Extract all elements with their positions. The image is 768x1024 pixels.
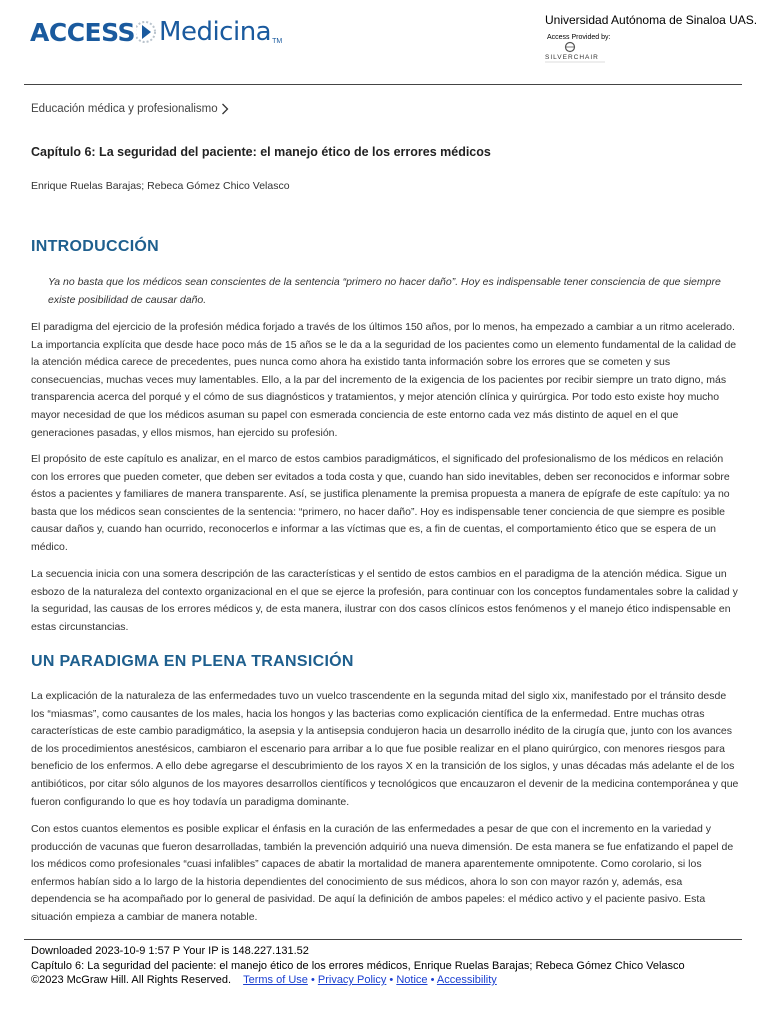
copyright-text: ©2023 McGraw Hill. All Rights Reserved. [31,974,232,986]
separator-bullet: • [310,974,315,986]
logo-access-text: ACCESS [30,17,136,47]
logo-trademark: TM [272,38,283,45]
copyright-line [31,973,685,988]
separator-bullet: • [389,974,394,986]
paragraph-3: La secuencia inicia con una somera descripción de las características y el sentido de estos cambios en el paradigma de la atención médica. Sigue un esbozo de la naturaleza del contexto organizacional en el que se ejerce la profesión, para continuar con los conceptos fundamentales sobre la calidad y la seguridad, las causas de los errores médicos y, de esta manera, ilustrar con dos casos clínicos estos fenómenos y el manejo ético indispensable en estas circunstancias. [31,568,738,633]
paragraph-1: El paradigma del ejercicio de la profesión médica forjado a través de los últimos 150 años, por lo menos, ha empezado a cambiar a un ritmo acelerado. La importancia explícita que desde hace poco más de 15 años se le da a la seguridad de los pacientes como un elemento fundamental de la calidad de la atención médica carece de precedentes, pues nunca como ahora ha existido tanta información sobre los errores que se cometen y sus consecuencias, muchas veces muy lamentables. Ello, a la par del incremento de la exigencia de los pacientes por recibir siempre un trato digno, más transparencia acerca del porqué y el cómo de sus diagnósticos y tratamientos, y mejor atención clínica y quirúrgica. Por todo esto existe hoy mucho mayor necesidad de que los médicos asuman su papel con esmerada conciencia de este entorno cada vez más distinto de aquel en el que generaciones pasadas, y ellos mismos, han ejercido su profesión. [31,321,737,439]
citation-line: Capítulo 6: La seguridad del paciente: el manejo ético de los errores médicos, Enrique Ruelas Barajas; Rebeca Gómez Chico Velasco [31,959,685,972]
silverchair-logo-text: SILVERCHAIR [545,54,599,61]
footer-divider [24,939,742,940]
separator-bullet: • [430,974,435,986]
breadcrumb-label[interactable]: Educación médica y profesionalismo [31,103,218,115]
authors: Enrique Ruelas Barajas; Rebeca Gómez Chico Velasco [31,180,290,192]
paragraph-5: Con estos cuantos elementos es posible explicar el énfasis en la curación de las enfermedades a pesar de que con el incremento en la variedad y producción de vacunas que fueron desarrolladas, también la prevención adquirió una nueva dimensión. De esta manera se fue enfatizando el papel de los médicos como profesionales “cuasi infalibles” capaces de abatir la mortalidad de manera aparentemente omnipotente. Como corolario, si los enfermos habían sido a lo largo de la historia dependientes del conocimiento de sus médicos, ahora lo son con mayor razón y, además, esa dependencia se ha acompañado por lo general de pasividad. De aquí la definición de ambos papeles: el médico activo y el paciente pasivo. Esta situación empieza a cambiar de manera notable. [31,823,734,923]
accessmedicina-logo[interactable] [30,14,282,50]
notice-link[interactable]: Notice [396,974,428,986]
download-info: Downloaded 2023-10-9 1:57 P Your IP is 148.227.131.52 [31,945,309,957]
institution-name: Universidad Autónoma de Sinaloa UAS. [545,13,758,27]
section-heading-introduccion: INTRODUCCIÓN [31,238,160,255]
paragraph-2: El propósito de este capítulo es analizar, en el marco de estos cambios paradigmáticos, el significado del profesionalismo de los médicos en relación con los errores que pueden cometer, que deben ser evitados a toda costa y que, cuando han sido inevitables, deben ser reconocidos e informar sobre éstos a pacientes y familiares de manera transparente. Así, se justifica plenamente la premisa propuesta a manera de epígrafe de este capítulo: ya no basta que los médicos sean conscientes de la sentencia: “primero, no hacer daño”. Hoy es indispensable tener conciencia de que siempre es posible causar daños y, cuando han ocurrido, reconocerlos e informar a las víctimas que es, a fin de cuentas, el comportamiento ético que se espera de un médico. [31,453,730,553]
paragraph-4: La explicación de la naturaleza de las enfermedades tuvo un vuelco trascendente en la segunda mitad del siglo xix, manifestado por el tránsito desde los “miasmas”, como causantes de los males, hacia los hongos y las bacterias como explicación científica de la enfermedad. Entre muchas otras características de este cambio paradigmático, la asepsia y la antisepsia condujeron hacia un desarrollo inédito de la cirugía que, junto con los avances de los procedimientos anestésicos, cambiaron el escenario para arribar a lo que fue posible realizar en el plano quirúrgico, con menores riesgos para beneficio de los enfermos. A ello debe agregarse el descubrimiento de los rayos X en la transición de los siglos, y unas décadas más adelante el de los antibióticos, por citar sólo algunos de los mayores desarrollos científicos y tecnológicos que encauzaron el devenir de la medicina contemporánea y que fueron configurando lo que es hoy todavía un paradigma dominante. [31,690,739,808]
page-header [0,0,768,84]
header-divider [24,84,742,85]
chapter-title: Capítulo 6: La seguridad del paciente: el manejo ético de los errores médicos [31,145,491,159]
page-footer [31,944,685,988]
chevron-right-icon [221,103,229,115]
logo-medicina-text: Medicina [159,17,272,47]
section-heading-paradigma: UN PARADIGMA EN PLENA TRANSICIÓN [31,653,354,670]
logo-gear-chevron-icon [136,14,158,50]
accessibility-link[interactable]: Accessibility [436,974,497,986]
breadcrumb[interactable] [31,103,229,115]
access-provided-label: Access Provided by: [547,34,611,41]
privacy-policy-link[interactable]: Privacy Policy [317,974,387,986]
silverchair-logo-icon [545,41,605,65]
terms-of-use-link[interactable]: Terms of Use [243,974,308,986]
epigraph: Ya no basta que los médicos sean conscientes de la sentencia “primero no hacer daño”. Hoy es indispensable tener consciencia de que siempre existe posibilidad de causar daño. [48,276,721,306]
